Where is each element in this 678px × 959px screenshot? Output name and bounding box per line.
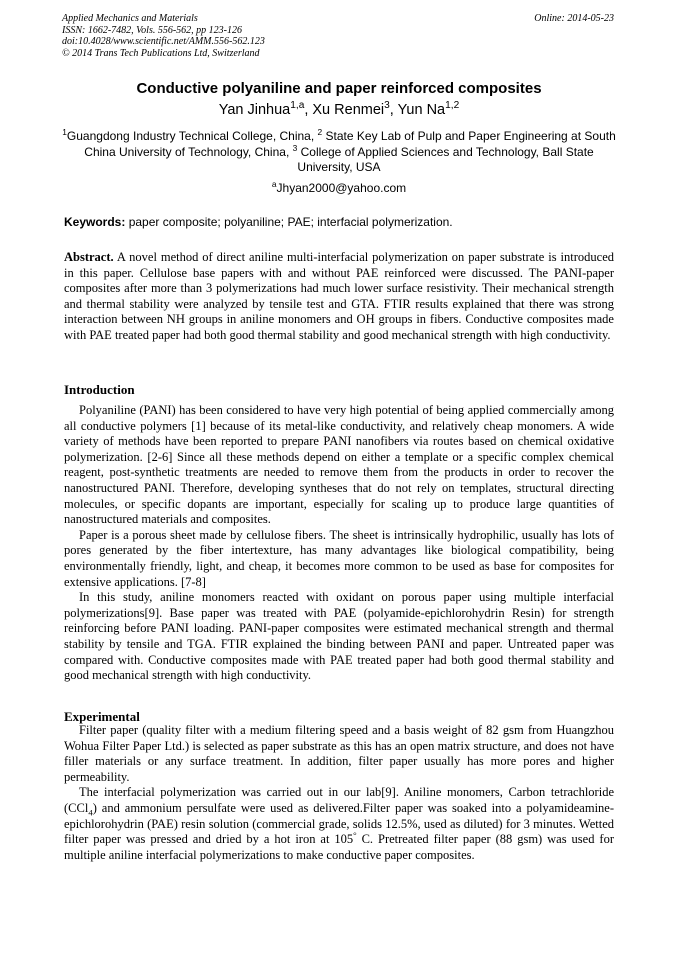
affiliation-marker: 1 xyxy=(62,127,67,137)
copyright-line: © 2014 Trans Tech Publications Ltd, Switzerland xyxy=(62,47,260,59)
author-superscript: 3 xyxy=(384,100,390,112)
affiliation-text: College of Applied Sciences and Technology, Ball State University, USA xyxy=(297,144,594,174)
introduction-section xyxy=(64,403,614,684)
affiliation-text: State Key Lab of Pulp and Paper Engineering at South China University of Technology, China, xyxy=(84,129,616,159)
introduction-heading: Introduction xyxy=(64,382,135,397)
keywords-label: Keywords: xyxy=(64,215,126,229)
paper-title: Conductive polyaniline and paper reinforced composites xyxy=(136,80,542,97)
paragraph: Polyaniline (PANI) has been considered to have very high potential of being applied commercially among all conductive polymers [1] because of its metal-like conductivity, and relatively cheap monomers. A wide variety of methods have been reported to prepare PANI nanofibers via routes based on chemical oxidative polymerization. [2-6] Since all these methods depend on either a template or a specific complex chemical reagent, post-synthetic treatments are needed to remove them from the products in order to recover the nanostructured PANI. Therefore, developing syntheses that do not rely on templates, structural directing molecules, or specific dopants are important, especially for scaling up to produce large quantities of nanostructured materials and composites. xyxy=(64,403,614,527)
paragraph xyxy=(64,785,614,863)
author-email xyxy=(40,181,638,196)
paragraph: Filter paper (quality filter with a medium filtering speed and a basis weight of 82 gsm from Huangzhou Wohua Filter Paper Ltd.) is selected as paper substrate as this has an open matrix structure, and does not have filler materials or any surface treatment. In addition, filter paper usually has more pores and higher permeability. xyxy=(64,723,614,784)
affiliation-marker: 3 xyxy=(292,142,298,153)
abstract-text: A novel method of direct aniline multi-interfacial polymerization on paper substrate is introduced in this paper. Cellulose base papers with and without PAE reinforced were discussed. The PANI-paper composites after more than 3 polymerizations had much lower surface resistivity. Their mechanical strength and thermal stability were analyzed by tensile test and GTA. FTIR results explained that there was strong interaction between NH groups in aniline monomers and OH groups in fibers. Conductive composites made with PAE treated paper had both good thermal stability and good mechanical strength with high conductivity. xyxy=(64,250,614,342)
paragraph: Paper is a porous sheet made by cellulose fibers. The sheet is intrinsically hydrophilic, usually has lots of pores generated by the fiber intertexture, has many advantages like biological compatibility, being environmentally friendly, light, and cheap, it becomes more common to be used as base for composites for extensive applications. [7-8] xyxy=(64,527,614,589)
keywords-text: paper composite; polyaniline; PAE; interfacial polymerization. xyxy=(125,215,453,229)
journal-name: Applied Mechanics and Materials xyxy=(62,13,198,24)
author-name: Yan Jinhua xyxy=(218,102,291,118)
doi-line: doi:10.4028/www.scientific.net/AMM.556-562.123 xyxy=(62,36,265,47)
degree-symbol: ° xyxy=(353,830,357,840)
affiliation-marker: 2 xyxy=(317,127,323,137)
online-date: Online: 2014-05-23 xyxy=(534,13,614,24)
paragraph: In this study, aniline monomers reacted with oxidant on porous paper using multiple interfacial polymerizations[9]. Base paper was treated with PAE (polyamide-epichlorohydrin Resin) for strength reinforcing before PANI loading. PANI-paper composites were estimated mechanical strength and thermal stability by tensile and TGA. FTIR explained the binding between PANI and paper. Untreated paper was compared with. Conductive composites made with PAE treated paper had both good thermal stability and good mechanical strength with high conductivity. xyxy=(64,590,614,683)
author-superscript: 1,a xyxy=(290,100,305,112)
text-run: ) and ammonium persulfate were used as delivered.Filter paper was soaked into a polyamideamine-epichlorohydrin (PAE) resin solution (commercial grade, solids 12.5%, used as diluted) for 3 minutes. Wetted filter paper was pressed and dried by a hot iron at 105 xyxy=(64,800,614,847)
journal-header xyxy=(62,13,614,59)
author-list: Yan Jinhua$^{1,a}$, Xu Renmei$^3$, Yun Na$^{1,2}$ xyxy=(218,100,460,118)
abstract xyxy=(64,250,614,344)
text-run: C. Pretreated filter paper (88 gsm) was used for multiple aniline interfacial polymerizations to make conductive paper composites. xyxy=(64,832,614,862)
email-address: Jhyan2000@yahoo.com xyxy=(276,181,407,195)
experimental-heading: Experimental xyxy=(64,709,140,724)
keywords xyxy=(64,215,616,230)
affiliation-text: Guangdong Industry Technical College, China, xyxy=(66,129,318,143)
text-run: The interfacial polymerization was carried out in our lab[9]. Aniline monomers, Carbon tetrachloride (CCl xyxy=(64,785,614,815)
abstract-label: Abstract. xyxy=(64,250,114,264)
author-name: Yun Na xyxy=(397,102,446,118)
author-name: Xu Renmei xyxy=(312,102,385,118)
affiliations xyxy=(56,129,622,176)
experimental-section xyxy=(64,723,614,863)
author-superscript: 1,2 xyxy=(445,100,460,112)
subscript: 4 xyxy=(88,807,93,818)
issn-line: ISSN: 1662-7482, Vols. 556-562, pp 123-126 xyxy=(62,24,242,36)
email-marker: a xyxy=(271,179,277,189)
